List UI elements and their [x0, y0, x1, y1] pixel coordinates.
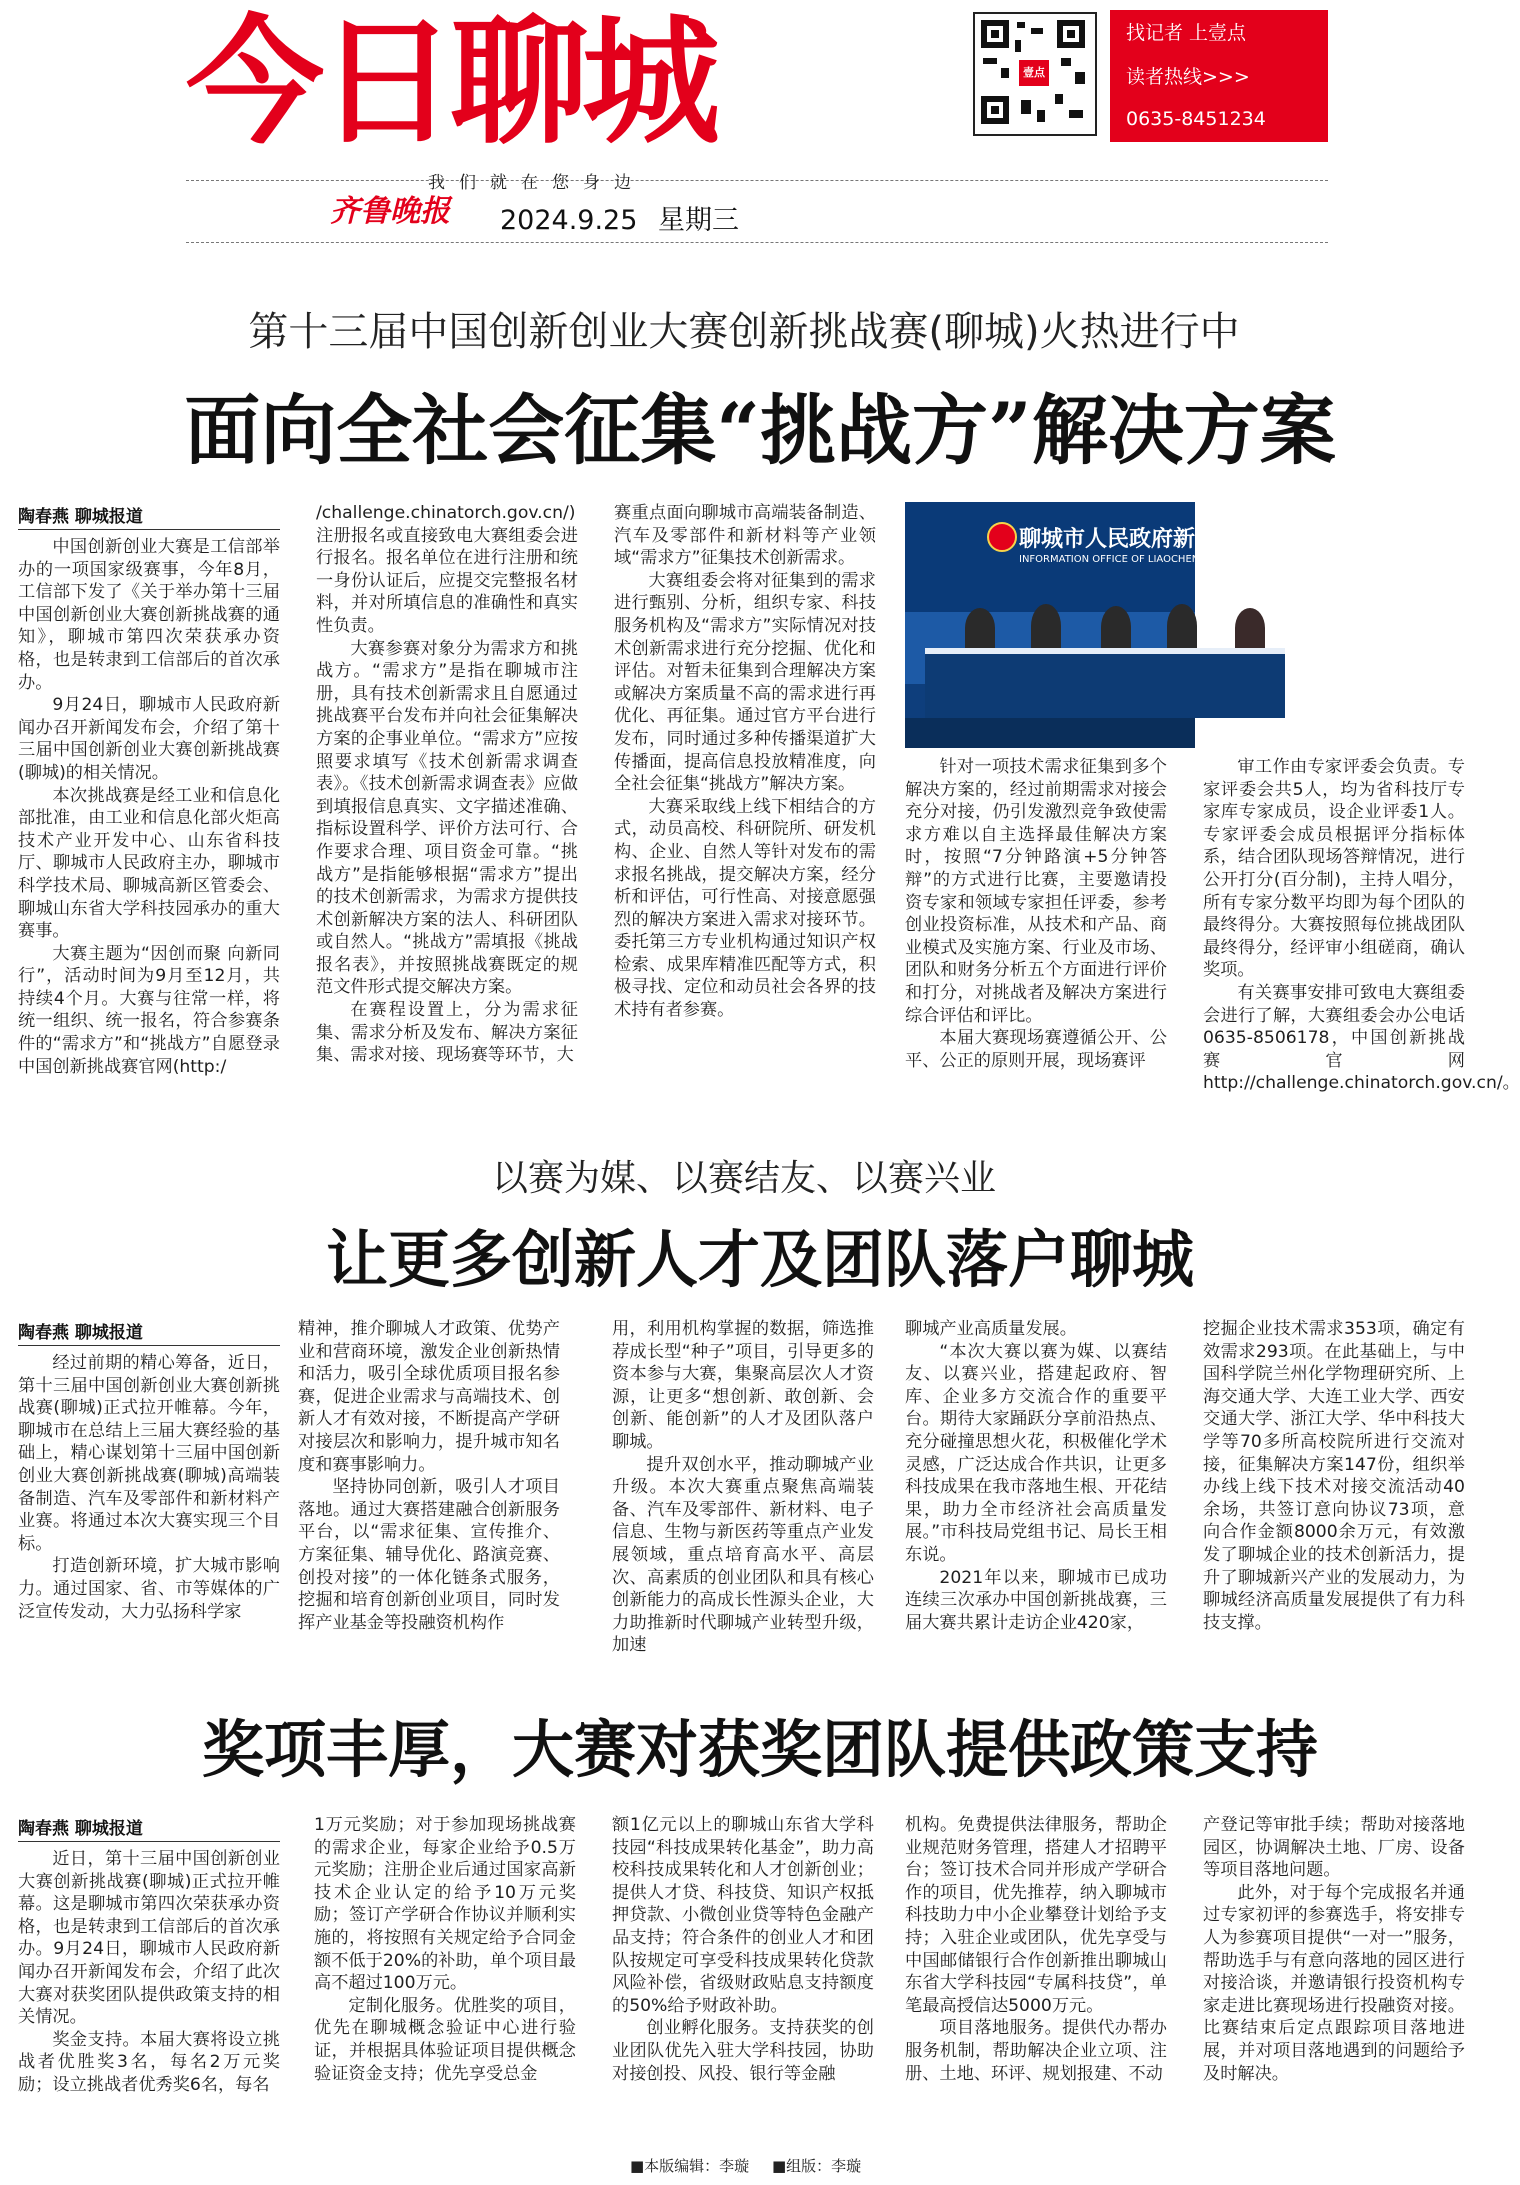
article2-kicker: 以赛为媒、以赛结友、以赛兴业	[491, 1158, 996, 1199]
paragraph: 大赛主题为“因创而聚 向新同行”，活动时间为9月至12月，共持续4个月。大赛与往常一样，将统一组织、统一报名，符合参赛条件的“需求方”和“挑战方”自愿登录中国创新挑战赛官网(http:/	[18, 943, 280, 1077]
weekday: 星期三	[658, 205, 740, 236]
speaker-3	[1101, 606, 1131, 648]
speaker-1	[965, 608, 995, 648]
photo-sign-cn: 聊城市人民政府新闻办公室	[1019, 527, 1284, 552]
article1-col1	[18, 536, 280, 1106]
paragraph: 经过前期的精心筹备，近日，第十三届中国创新创业大赛创新挑战赛(聊城)正式拉开帷幕。今年，聊城市在总结上三届大赛经验的基础上，精心谋划第十三届中国创新创业大赛创新挑战赛(聊城)高端装备制造、汽车及零部件和新材料产业赛。将通过本次大赛实现三个目标。	[18, 1353, 280, 1554]
footer-layout: ■组版：李璇	[771, 2157, 862, 2175]
paper-name: 齐鲁晚报	[330, 194, 450, 229]
article3-headline: 奖项丰厚，大赛对获奖团队提供政策支持	[201, 1713, 1318, 1786]
date: 2024.9.25	[500, 205, 638, 236]
paragraph: 精神，推介聊城人才政策、优势产业和营商环境，激发企业创新热情和活力，吸引全球优质项目报名参赛，促进企业需求与高端技术、创新人才有效对接，不断提高产学研对接层次和影响力，提升城市知名度和赛事影响力。	[298, 1319, 560, 1475]
article1-col5	[1203, 756, 1520, 1106]
article3-col1	[18, 1848, 280, 2140]
masthead-divider	[186, 180, 1328, 181]
article3-col5	[1203, 1814, 1465, 2140]
paragraph: 提升双创水平，推动聊城产业升级。本次大赛重点聚焦高端装备、汽车及零部件、新材料、电子信息、生物与新医药等重点产业发展领域，重点培育高水平、高层次、高素质的创业团队和具有核心创新能力的高成长性源头企业，大力助推新时代聊城产业转型升级，加速	[612, 1454, 874, 1656]
article2-col4	[905, 1318, 1167, 1652]
paragraph: 创业孵化服务。支持获奖的创业团队优先入驻大学科技园，协助对接创投、风投、银行等金融	[612, 2018, 874, 2084]
paragraph: 此外，对于每个完成报名并通过专家初评的参赛选手，将安排专人为参赛项目提供“一对一”服务，帮助选手与有意向落地的园区进行对接洽谈，并邀请银行投资机构专家走进比赛现场进行投融资对接。比赛结束后定点跟踪项目落地进展，并对项目落地遇到的问题给予及时解决。	[1203, 1882, 1465, 2084]
paragraph: 在赛程设置上，分为需求征集、需求分析及发布、解决方案征集、需求对接、现场赛等环节，大	[316, 1000, 578, 1066]
conference-table	[925, 648, 1285, 718]
paragraph: 聊城产业高质量发展。	[905, 1319, 1077, 1339]
paragraph: 有关赛事安排可致电大赛组委会进行了解，大赛组委会办公电话0635-8506178，中国创新挑战赛官网http://challenge.chinatorch.gov.cn/。	[1203, 982, 1520, 1094]
speaker-5	[1235, 608, 1265, 648]
article3-col4	[905, 1814, 1167, 2140]
speaker-4	[1167, 604, 1197, 648]
paragraph: 项目落地服务。提供代办帮办服务机制，帮助解决企业立项、注册、土地、环评、规划报建、不动	[905, 2018, 1167, 2084]
footer-editor: ■本版编辑：李璇	[630, 2157, 750, 2175]
article2-headline: 让更多创新人才及团队落户聊城	[325, 1223, 1194, 1296]
paragraph: 用，利用机构掌握的数据，筛选推荐成长型“种子”项目，引导更多的资本参与大赛，集聚高层次人才资源，让更多“想创新、敢创新、会创新、能创新”的人才及团队落户聊城。	[612, 1319, 874, 1452]
press-conference-photo	[905, 502, 1390, 742]
paragraph: 坚持协同创新，吸引人才项目落地。通过大赛搭建融合创新服务平台，以“需求征集、宣传推介、方案征集、辅导优化、路演竞赛、创投对接”的一体化链条式服务，挖掘和培育创新创业项目，同时发挥产业基金等投融资机构作	[298, 1477, 560, 1633]
paragraph: 定制化服务。优胜奖的项目，优先在聊城概念验证中心进行验证，并根据具体验证项目提供概念验证资金支持；优先享受总金	[314, 1995, 576, 2084]
hotline-tagline: 找记者 上壹点	[1126, 22, 1247, 44]
qr-code[interactable]	[973, 12, 1097, 136]
paragraph: “本次大赛以赛为媒、以赛结友、以赛兴业，搭建起政府、智库、企业多方交流合作的重要平台。期待大家踊跃分享前沿热点、充分碰撞思想火花，积极催化学术灵感，广泛达成合作共识，让更多科技成果在我市落地生根、开花结果，助力全市经济社会高质量发展。”市科技局党组书记、局长王相东说。	[905, 1341, 1167, 1565]
article2-col2	[298, 1318, 560, 1652]
paragraph: 大赛采取线上线下相结合的方式，动员高校、科研院所、研发机构、企业、自然人等针对发布的需求报名挑战，提交解决方案，经分析和评估，可行性高、对接意愿强烈的解决方案进入需求对接环节。委托第三方专业机构通过知识产权检索、成果库精准匹配等方式，积极寻找、定位和动员社会各界的技术持有者参赛。	[614, 796, 876, 1021]
paragraph: 产登记等审批手续；帮助对接落地园区，协调解决土地、厂房、设备等项目落地问题。	[1203, 1815, 1465, 1881]
speaker-2	[1031, 604, 1061, 648]
paragraph: 机构。免费提供法律服务，帮助企业规范财务管理，搭建人才招聘平台；签订技术合同并形成产学研合作的项目，优先推荐，纳入聊城市科技助力中小企业攀登计划给予支持；入驻企业或团队，优先享受与中国邮储银行合作创新推出聊城山东省大学科技园“专属科技贷”，单笔最高授信达5000万元。	[905, 1815, 1167, 2016]
article1-headline: 面向全社会征集“挑战方”解决方案	[184, 386, 1336, 475]
emblem-icon	[987, 522, 1017, 552]
article1-byline: 陶春燕 聊城报道	[18, 502, 280, 530]
paragraph: 9月24日，聊城市人民政府新闻办召开新闻发布会，介绍了第十三届中国创新创业大赛创新挑战赛(聊城)的相关情况。	[18, 695, 280, 783]
paragraph: 2021年以来，聊城市已成功连续三次承办中国创新挑战赛，三届大赛共累计走访企业420家，	[905, 1567, 1167, 1633]
paragraph: 中国创新创业大赛是工信部举办的一项国家级赛事，今年8月，工信部下发了《关于举办第十三届中国创新创业大赛创新挑战赛的通知》，聊城市第四次荣获承办资格，也是转隶到工信部后的首次承办。	[18, 537, 280, 693]
paragraph: 赛重点面向聊城市高端装备制造、汽车及零部件和新材料等产业领域“需求方”征集技术创新需求。	[614, 503, 876, 569]
article1-kicker: 第十三届中国创新创业大赛创新挑战赛(聊城)火热进行中	[248, 309, 1240, 355]
paragraph: 近日，第十三届中国创新创业大赛创新挑战赛(聊城)正式拉开帷幕。这是聊城市第四次荣获承办资格，也是转隶到工信部后的首次承办。9月24日，聊城市人民政府新闻办召开新闻发布会，介绍了此次大赛对获奖团队提供政策支持的相关情况。	[18, 1849, 280, 2028]
page-footer	[630, 2155, 861, 2176]
paragraph: 打造创新环境，扩大城市影响力。通过国家、省、市等媒体的广泛宣传发动，大力弘扬科学家	[18, 1556, 280, 1622]
paragraph: 针对一项技术需求征集到多个解决方案的，经过前期需求对接会充分对接，仍引发激烈竞争致使需求方难以自主选择最佳解决方案时，按照“7分钟路演+5分钟答辩”的方式进行比赛，主要邀请投资专家和领域专家担任评委，参考创业投资标准，从技术和产品、商业模式及实施方案、行业及市场、团队和财务分析五个方面进行评价和打分，对挑战者及解决方案进行综合评估和评比。	[905, 757, 1167, 1026]
article1-col3	[614, 502, 876, 1106]
paragraph: 大赛组委会将对征集到的需求进行甄别、分析，组织专家、科技服务机构及“需求方”实际情况对技术创新需求进行充分挖掘、优化和评估。对暂未征集到合理解决方案或解决方案质量不高的需求进行再优化、再征集。通过官方平台进行发布，同时通过多种传播渠道扩大传播面，提高信息投放精准度，向全社会征集“挑战方”解决方案。	[614, 570, 876, 795]
article2-col3	[612, 1318, 874, 1656]
photo-sign-en: INFORMATION OFFICE OF LIAOCHENG MUNICIPAL PEOPLE'S GOVERNMENT	[1019, 554, 1390, 565]
article2-col5	[1203, 1318, 1465, 1652]
article3-col2	[314, 1814, 576, 2140]
paragraph: 挖掘企业技术需求353项，确定有效需求293项。在此基础上，与中国科学院兰州化学物理研究所、上海交通大学、大连工业大学、西安交通大学、浙江大学、华中科技大学等70多所高校院所进行交流对接，征集解决方案147份，组织举办线上线下技术对接交流活动40余场，共签订意向协议73项，意向合作金额8000余万元，有效激发了聊城企业的技术创新活力，提升了聊城新兴产业的发展动力，为聊城经济高质量发展提供了有力科技支撑。	[1203, 1319, 1465, 1633]
paragraph: 奖金支持。本届大赛将设立挑战者优胜奖3名，每名2万元奖励；设立挑战者优秀奖6名，每名	[18, 2029, 280, 2095]
paragraph: 本届大赛现场赛遵循公开、公平、公正的原则开展，现场赛评	[905, 1028, 1167, 1071]
paragraph: 审工作由专家评委会负责。专家评委会共5人，均为省科技厅专家库专家成员，设企业评委1人。专家评委会成员根据评分指标体系，结合团队现场答辩情况，进行公开打分(百分制)，主持人唱分，所有专家分数平均即为每个团队的最终得分。大赛按照每位挑战团队最终得分，经评审小组磋商，确认奖项。	[1203, 757, 1465, 981]
article2-byline: 陶春燕 聊城报道	[18, 1318, 280, 1346]
qr-badge: 壹点	[1019, 60, 1049, 86]
newspaper-logo: 今日聊城	[186, 2, 715, 163]
article1-col4	[905, 756, 1167, 1106]
article3-col3	[612, 1814, 874, 2140]
paragraph: 本次挑战赛是经工业和信息化部批准，由工业和信息化部火炬高技术产业开发中心、山东省科技厅、聊城市人民政府主办，聊城市科学技术局、聊城高新区管委会、聊城山东省大学科技园承办的重大赛事。	[18, 785, 280, 942]
reader-hotline-box	[1110, 10, 1328, 142]
masthead-divider-bottom	[186, 242, 1328, 243]
article1-col2	[316, 502, 578, 1106]
hotline-label: 读者热线>>>	[1126, 66, 1250, 88]
article2-col1	[18, 1352, 280, 1652]
paragraph: 1万元奖励；对于参加现场挑战赛的需求企业，每家企业给予0.5万元奖励；注册企业后通过国家高新技术企业认定的给予10万元奖励；签订产学研合作协议并顺利实施的，将按照有关规定给予合同金额不低于20%的补助，单个项目最高不超过100万元。	[314, 1815, 576, 1994]
paragraph: 额1亿元以上的聊城山东省大学科技园“科技成果转化基金”，助力高校科技成果转化和人才创新创业；提供人才贷、科技贷、知识产权抵押贷款、小微创业贷等特色金融产品支持；符合条件的创业人才和团队按规定可享受科技成果转化贷款风险补偿，省级财政贴息支持额度的50%给予财政补助。	[612, 1815, 874, 2016]
article3-byline: 陶春燕 聊城报道	[18, 1814, 280, 1842]
paragraph: 大赛参赛对象分为需求方和挑战方。“需求方”是指在聊城市注册，具有技术创新需求且自愿通过挑战赛平台发布并向社会征集解决方案的企事业单位。“需求方”应按照要求填写《技术创新需求调查表》。《技术创新需求调查表》应做到填报信息真实、文字描述准确、指标设置科学、评价方法可行、合作要求合理、项目资金可靠。“挑战方”是指能够根据“需求方”提出的技术创新需求，为需求方提供技术创新解决方案的法人、科研团队或自然人。“挑战方”需填报《挑战报名表》，并按照挑战赛既定的规范文件形式提交解决方案。	[316, 638, 578, 998]
hotline-number: 0635-8451234	[1126, 108, 1266, 130]
slogan: 我们就在您身边	[428, 173, 645, 193]
issue-date	[500, 198, 739, 237]
paragraph: /challenge.chinatorch.gov.cn/)注册报名或直接致电大赛组委会进行报名。报名单位在进行注册和统一身份认证后，应提交完整报名材料，并对所填信息的准确性和真实性负责。	[316, 503, 578, 636]
